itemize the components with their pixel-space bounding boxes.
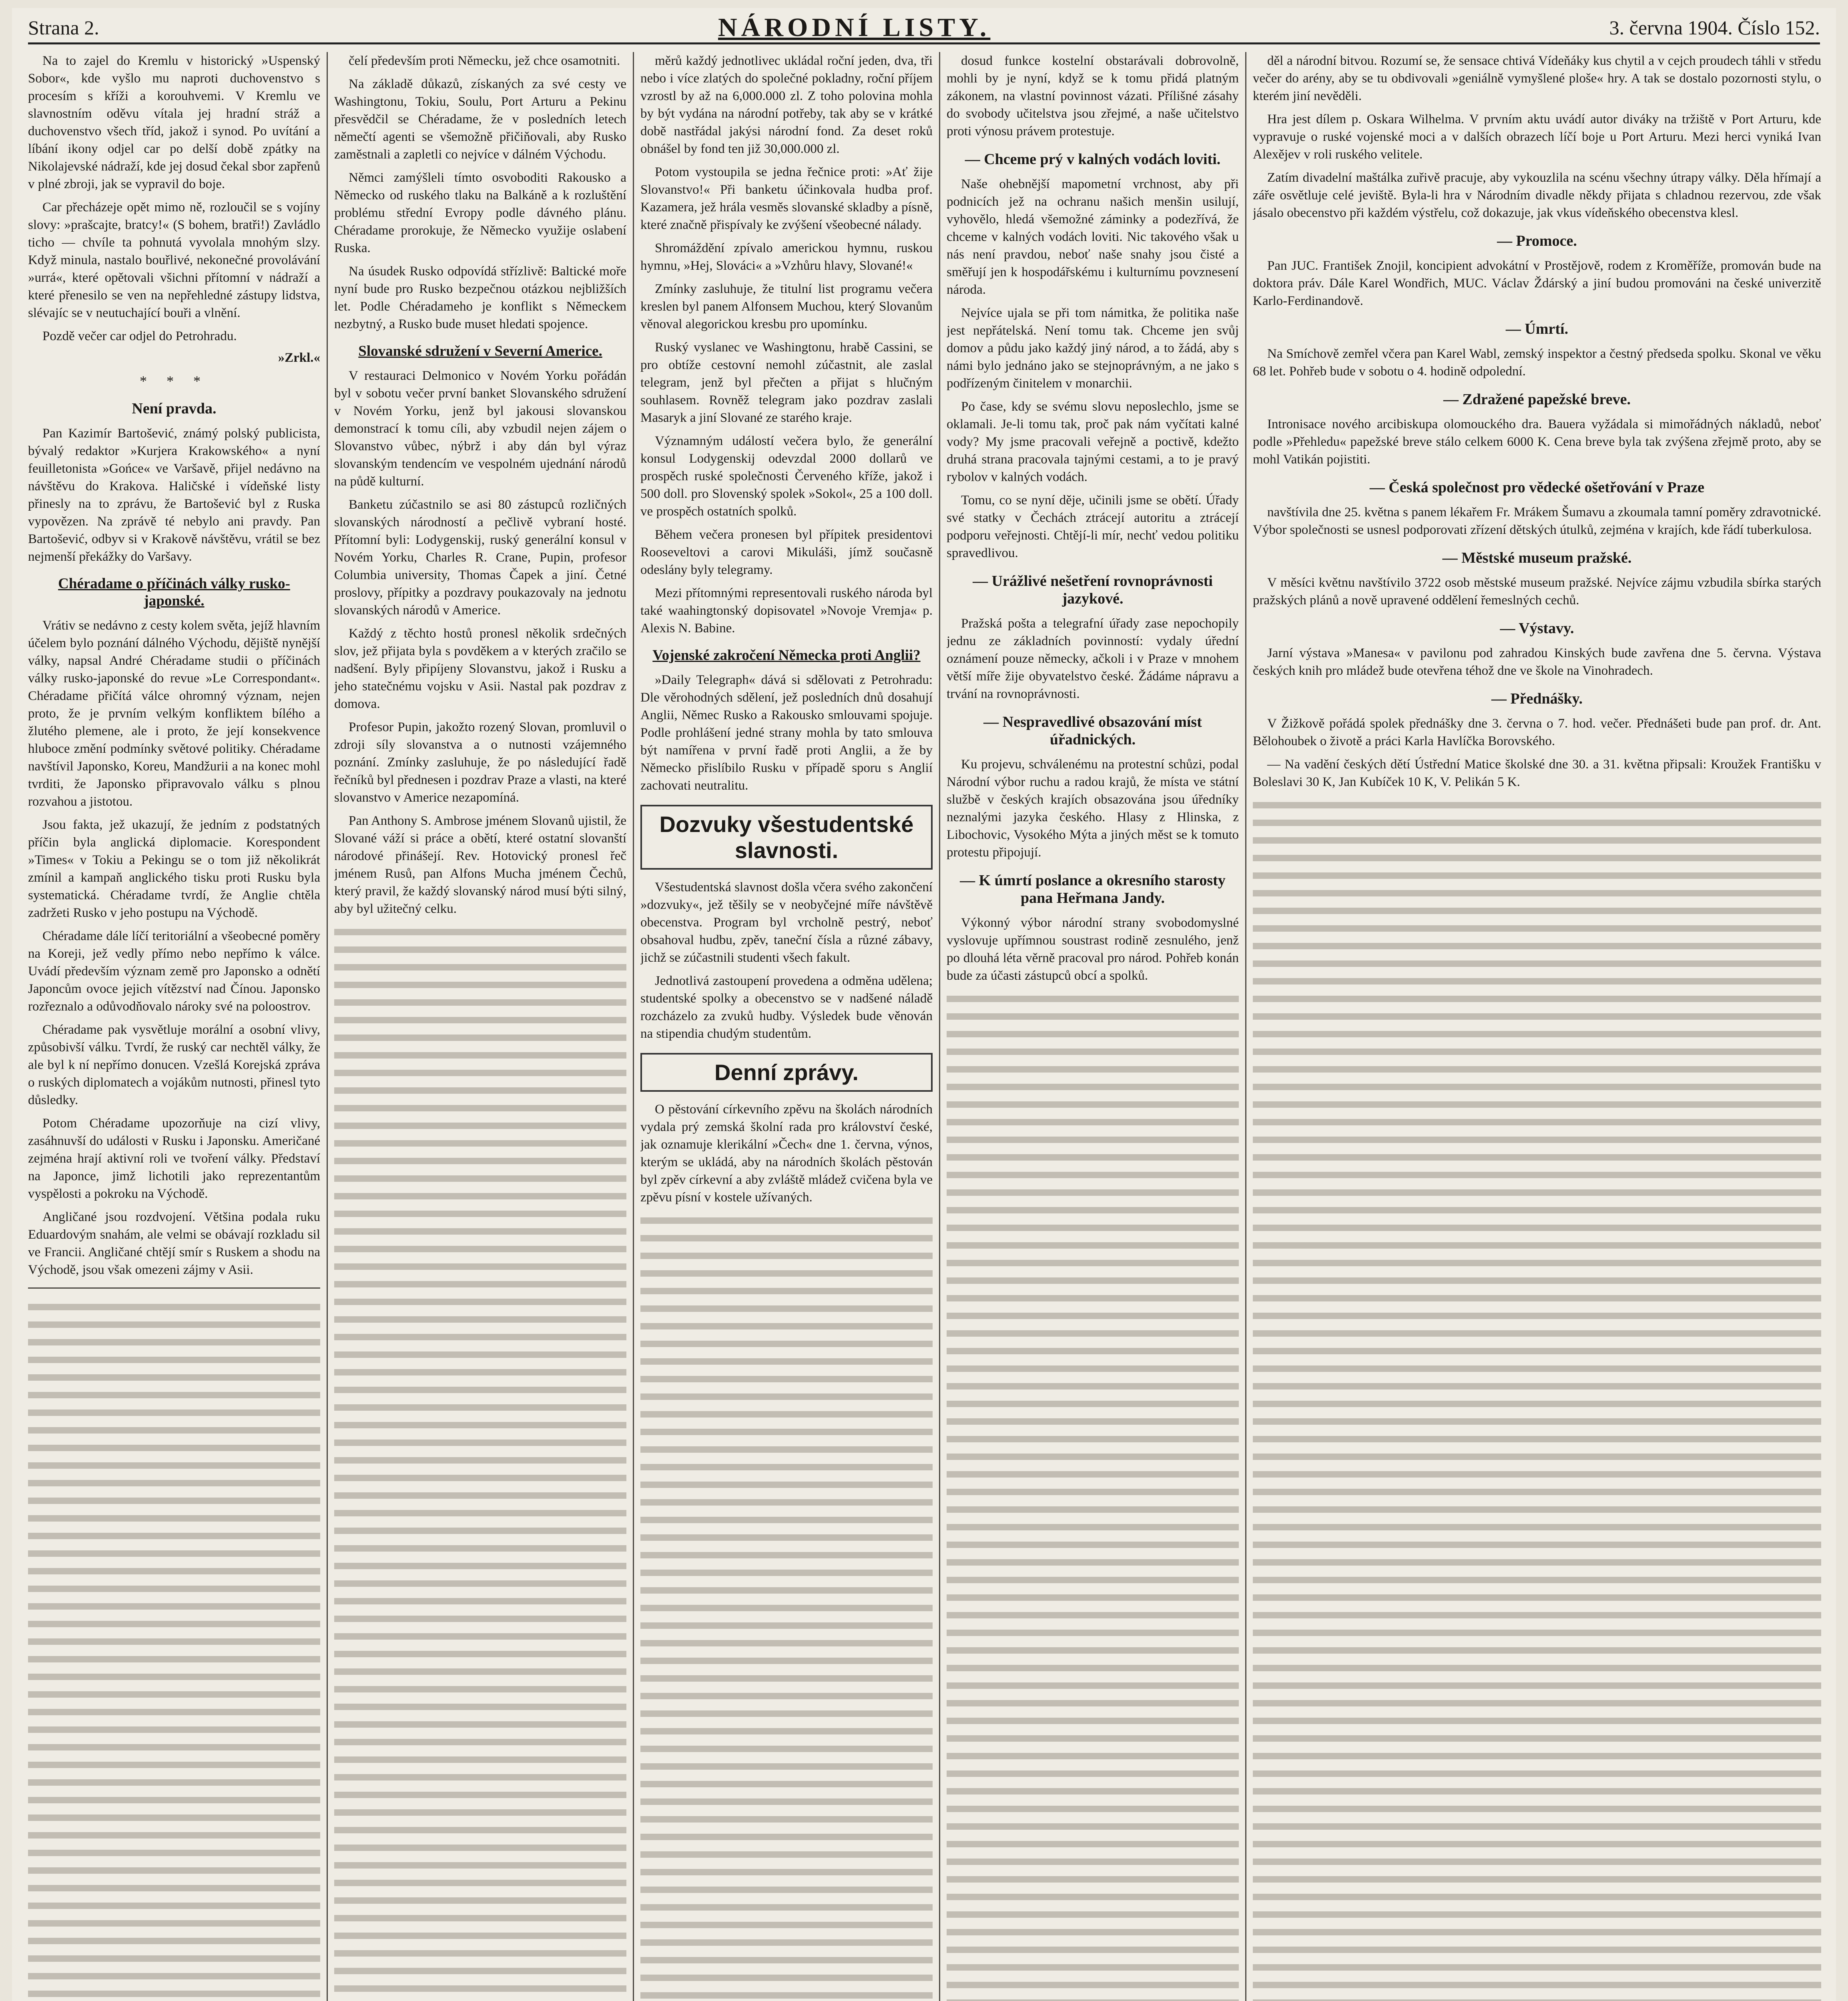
article-paragraph: měrů každý jednotlivec ukládal roční jeden, dva, tři nebo i více zlatých do společné pokladny, roční příjem vzrostl by až na 6,000.000 zl. Z toho polovina mohla by být vydána na národní potřeby, tak aby se v krátké době nastřádal jakýsi národní fond. Za deset roků obnášel by fond ten již 30,000.000 zl. [640,54,933,156]
article-paragraph: Naše ohebnější mapometní vrchnost, aby při podnicích jež na ochranu našich menšin usilují, vyhovělo, hledá všemožné záminky a podezřívá, že chceme v kalných vodách loviti. Nic takového však u nás není pravdou, neboť naše snahy jsou čisté a směřují jen k hospodářskému i kulturnímu povznesení národa. [947,177,1239,297]
article-paragraph: Hra jest dílem p. Oskara Wilhelma. V prvním aktu uvádí autor diváky na tržiště v Port Arturu, kde vypravuje o ruské vojenské moci a v dalších obrazech líčí boje u Port Arturu. Mezi herci vyniká Ivan Alexějev v roli ruského velitele. [1253,112,1821,162]
continued-text-block [640,1212,933,2001]
article-heading: — Přednášky. [1491,690,1583,707]
column-rule [1245,52,1246,2001]
column-rule [327,52,328,2001]
article-paragraph: Zatím divadelní maštálka zuřivě pracuje, aby vykouzlila na scénu všechny útrapy války. Děla hřímají a záře osvětluje celé jeviště. Byla-li hra v Národním divadle někdy přijata s chladnou rezervou, zde však jásalo obecenstvo při každém výstřelu, což dokazuje, jak vkus vídeňského obecenstva klesl. [1253,170,1821,220]
section-heading-daily-news: Denní zprávy. [640,1053,933,1092]
article-paragraph: Mezi přítomnými representovali ruského národa byl také waahingtonský dopisovatel »Novoje Vremja« p. Alexis N. Babine. [640,586,933,636]
article-paragraph: Jarní výstava »Manesa« v pavilonu pod zahradou Kinských bude zavřena dne 5. června. Výstava českých knih pro mládež bude otevřena téhož dne ve škole na Vinohradech. [1253,646,1821,678]
article-paragraph: Každý z těchto hostů pronesl několik srdečných slov, jež přijata byla s povděkem a v kterých zračilo se nadšení. Byly připíjeny Slovanstvu, jakož i Rusku a jeho statečnému vojsku v Asii. Nastal pak pozdrav z domova. [334,626,626,711]
article-heading: Slovanské sdružení v Severní Americe. [358,343,602,359]
article-heading: Chéradame o příčinách války rusko-japonské. [58,575,290,609]
article-paragraph: Chéradame dále líčí teritoriální a všeobecné poměry na Koreji, jež vedly přímo nebo nepřímo k válce. Uvádí především význam země pro Japonsko a odnětí Japoncům ovoce jejich vítězství nad Čínou. Japonsko rozřeznalo a odůvodňovalo nároky své na poloostrov. [28,929,320,1014]
article-heading: — Chceme prý v kalných vodách loviti. [965,151,1221,168]
article-heading: — K úmrtí poslance a okresního starosty pana Heřmana Jandy. [960,872,1226,906]
article-paragraph: Během večera pronesen byl přípitek presidentovi Rooseveltovi a carovi Mikuláši, jímž současně odeslány byly telegramy. [640,527,933,577]
article-paragraph: Po čase, kdy se svému slovu neposlechlo, jsme se oklamali. Je-li tomu tak, proč pak nám vyčítati kalné vody? My jsme pracovali veřejně a poctivě, kdežto druhá strana pracovala tajnými cestami, a to je pravý rybolov v kalných vodách. [947,399,1239,484]
article-paragraph: Pan Anthony S. Ambrose jménem Slovanů ujistil, že Slované váží si práce a obětí, které ostatní slovanští národové přinášejí. Rev. Hotovický pronesl řeč jménem Rusů, pan Alfons Mucha jménem Čechů, který pravil, že každý slovanský národ musí býti silný, aby byl užitečný celku. [334,814,626,916]
article-heading: Vojenské zakročení Německa proti Anglii? [652,647,921,664]
column-3 [640,52,933,2001]
column-rule [633,52,634,2001]
article-paragraph: Na Smíchově zemřel včera pan Karel Wabl, zemský inspektor a čestný předseda spolku. Skonal ve věku 68 let. Pohřeb bude v sobotu o 4. hodině odpolední. [1253,347,1821,379]
article-paragraph: Všestudentská slavnost došla včera svého zakončení »dozvuky«, jež těšily se v neobyčejné míře návštěvě obecenstva. Program byl vrcholně pestrý, neboť obsahoval hudbu, zpěv, taneční čísla a různé zábavy, jichž se zúčastnili studenti všech fakult. [640,880,933,965]
article-paragraph: navštívila dne 25. května s panem lékařem Fr. Mrákem Šumavu a zkoumala tamní poměry zdravotnické. Výbor společnosti se usnesl podporovati zřízení dětských útulků, zejména v krajích, kde řádí tuberkulosa. [1253,505,1821,537]
horizontal-rule [28,1287,320,1289]
article-paragraph: Pan Kazimír Bartošević, známý polský publicista, bývalý redaktor »Kurjera Krakowského« a nyní feuilletonista »Gońce« ve Varšavě, přijel nedávno na návštěvu do Krakova. Haličské i vídeňské listy přinesly na to zprávu, že Bartošević byl z Ruska vypovězen. Na zprávě té nebylo ani pravdy. Pan Bartošević, odbyv si v Krakově návštěvu, vrátil se bez nejmenší překážky do Varšavy. [28,426,320,564]
article-paragraph: Na to zajel do Kremlu v historický »Uspenský Sobor«, kde vyšlo mu naproti duchovenstvo s procesím s kříži a korouhvemi. V Kremlu ve slavnostním oděvu vítala jej hradní stráž a duchovenstvo všech tříd, jakož i synod. Po uvítání a líbání ikony odjel car po delší době zpátky na Nikolajevské nádraží, kde jej dosud čekal sbor zapřenů v plné zbroji, jak se vypravil do boje. [28,54,320,191]
article-paragraph: Jsou fakta, jež ukazují, že jedním z podstatných příčin byla anglická diplomacie. Korespondent »Times« v Tokiu a Pekingu se o tom již několikrát zmínil a kampaň anglického tisku proti Rusku byla systematická. Chéradame tvrdí, že Anglie chtěla zadržeti Rusko v jeho postupu na Východě. [28,818,320,920]
article-paragraph: Na úsudek Rusko odpovídá střízlivě: Baltické moře nyní bude pro Rusko bezpečnou otázkou nejbližších let. Podle Chéradameho je konflikt s Německem nezbytný, a Rusko bude muset hledati spojence. [334,264,626,331]
article-heading: Není pravda. [132,400,217,417]
article-paragraph: Němci zamýšleli tímto osvoboditi Rakousko a Německo od ruského tlaku na Balkáně a k rozluštění problému střední Evropy podle dávného plánu. Chéradame prorokuje, že Německo využije oslabení Ruska. [334,170,626,255]
article-paragraph: Angličané jsou rozdvojení. Většina podala ruku Eduardovým snahám, ale velmi se obávají rozkladu sil ve Francii. Angličané chtějí smír s Ruskem a shodu na Východě, jsou však omezeni zájmy v Asii. [28,1210,320,1277]
article-paragraph: Profesor Pupin, jakožto rozený Slovan, promluvil o zdroji síly slovanstva a o nutnosti vzájemného poznání. Zmínky zasluhuje, že po následující řadě řečníků byl přednesen i pozdrav Praze a vlasti, na které slovanstvo v Americe nezapomíná. [334,720,626,805]
article-paragraph: Car přecházeje opět mimo ně, rozloučil se s vojíny slovy: »prašcajte, bratcy!« (S bohem, bratři!) Zavládlo ticho — chvíle ta pohnutá vyvolala mnohým slzy. Když minula, nastalo bouřlivé, nekonečné provolávání »urrá«, které opětovali všichni přítomní v nádraží a které přenesilo se ven na nepřehledné zástupy lidstva, slévajíc se v neutuchající bouři a vlnění. [28,200,320,320]
page-number: Strana 2. [28,16,99,39]
article-paragraph: Významným událostí večera bylo, že generální konsul Lodygenskij odevzdal 2000 dollarů ve prospěch ruské společnosti Červeného kříže, jakož i 500 doll. pro Slovenský spolek »Sokol«, 25 a 100 doll. ve prospěch ostatních spolků. [640,434,933,519]
article-paragraph: čelí především proti Německu, jež chce osamotniti. [349,54,620,68]
article-heading: — Nespravedlivé obsazování míst úřadnických. [983,714,1202,748]
article-paragraph: O pěstování církevního zpěvu na školách národních vydala prý zemská školní rada pro království české, jak oznamuje klerikální »Čech« dne 1. června, výnos, kterým se ukládá, aby na národních školách pěstován byl zpěv církevní a aby zvláště mládež cvičena byla ve zpěvu písní v kostele užívaných. [640,1102,933,1205]
article-heading: — Výstavy. [1500,620,1574,637]
article-heading: — Promoce. [1497,233,1577,249]
article-paragraph: Chéradame pak vysvětluje morální a osobní vlivy, způsobivší válku. Tvrdí, že ruský car nechtěl války, že ale byl k ní nepřímo donucen. Vzešlá Korejská zpráva o ruských diplomatech a vojákům nutnosti, přinesl tyto důsledky. [28,1023,320,1107]
article-paragraph: V Žižkově pořádá spolek přednášky dne 3. června o 7. hod. večer. Přednášeti bude pan prof. dr. Ant. Bělohoubek o životě a práci Karla Havlíčka Borovského. [1253,716,1821,748]
article-paragraph: Potom vystoupila se jedna řečnice proti: »Ať žije Slovanstvo!« Při banketu účinkovala hudba prof. Kazamera, jež hrála vesměs slovanské skladby a písně, které značně přispívaly ke zvýšení všeobecné nálady. [640,165,933,232]
article-paragraph: Nejvíce ujala se při tom námitka, že politika naše jest nepřátelská. Není tomu tak. Chceme jen svůj domov a půdu jako každý jiný národ, a to žádá, aby s námi bylo jednáno jako se stejnoprávným, a ne jako s podřízeným činitelem v monarchii. [947,306,1239,391]
article-paragraph: Ku projevu, schválenému na protestní schůzi, podal Národní výbor ruchu a radou krajů, že místa ve státní službě v českých krajích obsazována jsou úředníky neznalými jazyka českého. Hlasy z Hlinska, z Libochovic, Vysokého Mýta a jiných měst se k tomuto protestu připojují. [947,757,1239,860]
article-paragraph: dosud funkce kostelní obstarávali dobrovolně, mohli by je nyní, když se k tomu přidá platným zákonem, na vlastní povinnost vázati. Přílišné zásahy do svobody učitelstva jsou zřejmé, a naše učitelstvo proti výnosu právem protestuje. [947,54,1239,138]
author-signature: »Zrkl.« [278,351,320,365]
article-paragraph: — Na vadění českých dětí Ústřední Matice školské dne 30. a 31. května připsali: Kroužek Františku v Boleslavi 30 K, Jan Kubíček 10 K, V. Pelikán 5 K. [1253,757,1821,789]
article-heading: — Úmrtí. [1505,321,1569,337]
article-paragraph: Shromáždění zpívalo americkou hymnu, ruskou hymnu, »Hej, Slováci« a »Vzhůru hlavy, Slované!« [640,241,933,273]
column-2 [334,52,626,2001]
section-divider: * * * [140,373,209,389]
article-paragraph: Výkonný výbor národní strany svobodomyslné vyslovuje upřímnou soustrast rodině zesnulého, jenž po dlouhá léta věrně pracoval pro národ. Pohřeb konán bude za účasti zástupců obcí a spolků. [947,916,1239,983]
article-paragraph: Tomu, co se nyní děje, učinili jsme se obětí. Úřady své statky v Čechách ztrácejí autoritu a ztrácejí podporu veřejnosti. Chtějí-li mír, nechť vedou politiku spravedlivou. [947,493,1239,560]
article-heading: — Zdražené papežské breve. [1443,391,1631,408]
article-heading: — Urážlivé nešetření rovnoprávnosti jazykové. [973,573,1213,607]
article-paragraph: Pan JUC. František Znojil, koncipient advokátní v Prostějově, rodem z Kroměříže, promován bude na doktora práv. Dále Karel Wondřich, MUC. Václav Ždárský a jiní budou promováni na české univerzitě Karlo-Ferdinandově. [1253,259,1821,308]
newspaper-title: NÁRODNÍ LISTY. [718,13,991,42]
article-paragraph: Zmínky zasluhuje, že titulní list programu večera kreslen byl panem Alfonsem Muchou, který Slovanům věnoval alegorickou kresbu pro upomínku. [640,282,933,331]
continued-text-block [334,923,626,2001]
article-paragraph: Potom Chéradame upozorňuje na cizí vlivy, zasáhnuvší do události v Rusku i Japonsku. Američané zejména hrají aktivní roli ve tvoření války. Představí na Japonce, jimž lichotili jako reprezentantům vyspělosti a pokroku na Východě. [28,1116,320,1201]
column-1 [28,52,320,2001]
article-paragraph: Pozdě večer car odjel do Petrohradu. [42,329,237,343]
article-paragraph: Ruský vyslanec ve Washingtonu, hrabě Cassini, se pro obtíže cestovní nemohl zúčastnit, ale zaslal telegram, jenž byl přečten a přijat s hlučným souhlasem. Rovněž telegram jako pozdrav zaslali Masaryk a jiní Slované ze starého kraje. [640,340,933,425]
article-heading: — Česká společnost pro vědecké ošetřování v Praze [1369,479,1705,496]
article-heading: — Městské museum pražské. [1442,549,1632,566]
article-paragraph: Banketu zúčastnilo se asi 80 zástupců rozličných slovanských národností a pečlivě vybraní hosté. Přítomní byli: Lodygenskij, ruský generální konsul v Novém Yorku, Charles R. Crane, Pupin, profesor Columbia university, Thomas Čapek a jiní. Četné proslovy, přípitky a pozdravy poukazovaly na jednotu slovanských národů v Americe. [334,497,626,618]
article-paragraph: Na základě důkazů, získaných za své cesty ve Washingtonu, Tokiu, Soulu, Port Arturu a Pekinu přesvědčil se Chéradame, že v posledních letech němečtí agenti se všemožně přičiňovali, aby Rusko zaměstnali a zapletli co nejvíce v dálném Východu. [334,77,626,162]
issue-date-number: 3. června 1904. Číslo 152. [1609,16,1820,39]
continued-text-block [1253,796,1821,2001]
column-5 [1253,52,1821,2001]
column-4 [947,52,1239,2001]
masthead [28,13,1820,44]
article-paragraph: Vrátiv se nedávno z cesty kolem světa, jejíž hlavním účelem bylo poznání dálného Východu, dějiště nynější války, napsal André Chéradame studii o příčinách války rusko-japonské do revue »Le Correspondant«. Chéradame přičítá válce ohromný význam, nejen proto, že je prvním velkým konfliktem bílého a žlutého plemene, ale i proto, že její konsekvence hluboce změní podmínky světové politiky. Chéradame navštívil Japonsko, Koreu, Mandžurii a na konec mohl tvrditi, že Japonsko připravovalo válku s plnou rozvahou a jistotou. [28,618,320,809]
continued-text-block [28,1298,320,2001]
article-paragraph: »Daily Telegraph« dává si sdělovati z Petrohradu: Dle věrohodných sdělení, jež posledních dnů dosahují Anglii, Němec Rusko a Rakousko smlouvami spojuje. Podle prohlášení jedné strany mohla by tato smlouva být namířena v první řadě proti Anglii, a že by Německo přislíbilo Rusku v případě sporu s Anglií zachovati neutralitu. [640,673,933,793]
article-paragraph: děl a národní bitvou. Rozumí se, že sensace chtivá Vídeňáky kus chytil a v cejch proudech táhli v středu večer do arény, aby se tu obdivovali »geniálně vymyšlené ploše« hry. A tak se dostalo pozornosti stylu, o kterém jiní nevěděli. [1253,54,1821,103]
boxed-article-heading: Dozvuky všestudentské slavnosti. [640,805,933,870]
article-paragraph: Intronisace nového arcibiskupa olomouckého dra. Bauera vyžádala si mimořádných nákladů, neboť podle »Přehledu« papežské breve stálo celkem 6000 K. Cena breve byla tak zvýšena zřejmě proto, aby se mohl Vatikán pojistiti. [1253,417,1821,467]
article-paragraph: V měsíci květnu navštívilo 3722 osob městské museum pražské. Nejvíce zájmu vzbudila sbírka starých pražských plánů a nově upravené oddělení řemeslných cechů. [1253,575,1821,608]
article-paragraph: Jednotlivá zastoupení provedena a odměna udělena; studentské spolky a obecenstvo se v nadšené náladě rozcházelo za zvuků hudby. Výsledek bude věnován na stipendia chudým studentům. [640,974,933,1041]
column-rule [939,52,940,2001]
article-paragraph: V restauraci Delmonico v Novém Yorku pořádán byl v sobotu večer první banket Slovanského sdružení v Novém Yorku, jenž byl jakousi slovanskou demonstrací k tomu cíli, aby vzbudil nejen zájem o Slovanstvo vůbec, nýbrž i aby dán byl výraz slovanským tendencím ve vespolném ujednání národů na půdě kulturní. [334,369,626,489]
continued-text-block [947,990,1239,2001]
newspaper-page [12,8,1836,2001]
article-paragraph: Pražská pošta a telegrafní úřady zase nepochopily jednu ze základních povinností: vydaly úřední oznámení pouze německy, ačkoli i v Praze v mnohem větší míře žije obyvatelstvo české. Žádáme nápravu a trvání na rovnoprávnosti. [947,616,1239,701]
